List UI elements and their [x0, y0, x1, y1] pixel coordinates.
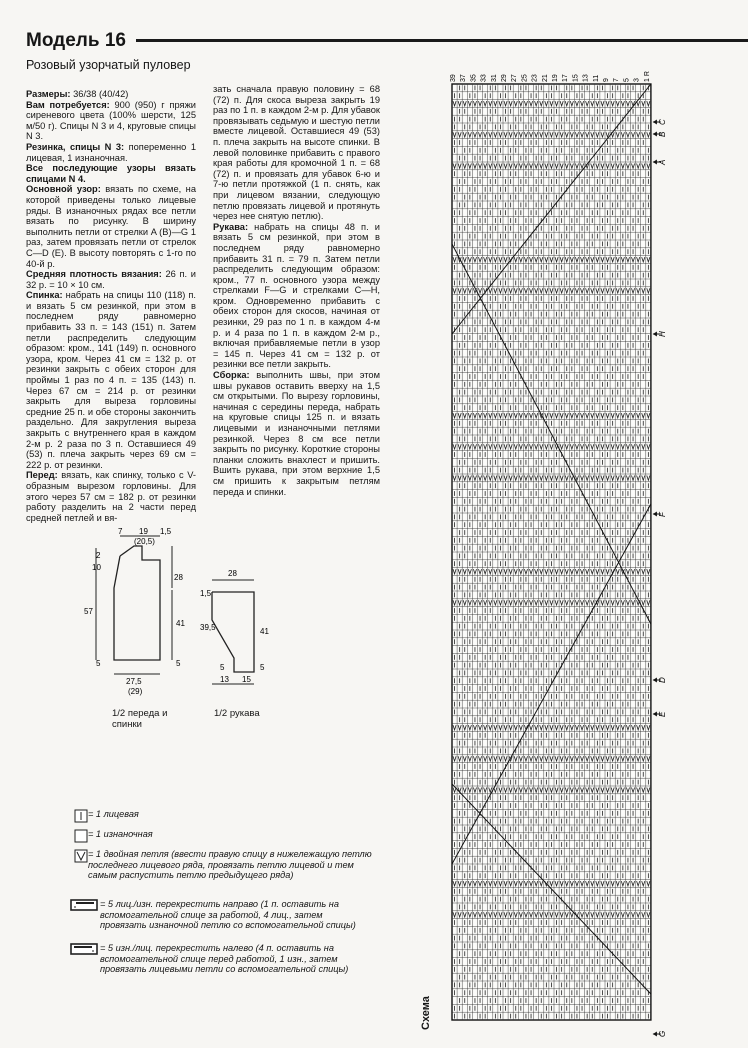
- dim-label: 28: [228, 569, 237, 578]
- paragraph: Средняя плотность вязания: 26 п. и 32 р. = 10 × 10 см.: [26, 269, 196, 290]
- row-number-label: 7: [613, 78, 621, 82]
- dim-label: 7: [118, 527, 123, 536]
- page-header: [18, 30, 748, 52]
- chart-arrow-label: E: [657, 711, 667, 717]
- paragraph: Перед: вязать, как спинку, только с V-образным вырезом горловины. Для этого через 57 см = 182 р. от резинки работу разделить на 2 части перед средней петлей и вя-: [26, 470, 196, 523]
- dim-label: 28: [174, 573, 183, 582]
- paragraph: Рукава: набрать на спицы 48 п. и вязать 5 см резинкой, при этом в последнем ряду равномерно прибавить 31 п. = 79 п. Затем петли распределить следующим образом: кром., 77 п. основного узора между стрелками F—G и стрелками C—H, кром. Одновременно прибавить с обеих сторон для скосов, начиная от резинки, 29 раз по 1 п. в каждом 4-м р. и 4 раза по 1 п. в каждом 2-м р., включая прибавляемые петли в узор = 145 п. Через 41 см = 132 р. от резинки все петли закрыть.: [213, 221, 380, 370]
- chart-label: Схема: [420, 996, 432, 1030]
- cross-right-icon: [70, 899, 98, 911]
- row-number-label: 27: [511, 74, 519, 82]
- paragraph: зать сначала правую половину = 68 (72) п. Для скоса выреза закрыть 19 раз по 1 п. в каждом 2-м р. Для убавок провязывать седьмую и шестую петли вместе лицевой. Оставшиеся 49 (53) п. плеча закрыть на высоте спинки. В левой половинке прибавить с правого края работы для кромочной 1 п. = 68 (72) п. и провязать для убавок 6-ю и 7-ю петли протяжкой (1 п. снять, как при лицевом вязании, следующую петлю провязать лицевой и протянуть через нее снятую петлю).: [213, 84, 380, 222]
- arrow-head: [653, 160, 657, 165]
- dim-label: 41: [176, 619, 185, 628]
- dim-label: 5: [96, 659, 101, 668]
- row-number-label: 19: [552, 74, 559, 82]
- row-number-label: 31: [490, 74, 498, 82]
- dim-label: 27,5: [126, 677, 142, 686]
- dim-label: 41: [260, 627, 269, 636]
- double-stitch-icon: [74, 849, 88, 863]
- paragraph: Основной узор: вязать по схеме, на которой приведены только лицевые ряды. В изнаночных рядах все петли вязать по рисунку. В ширину выполнить петли от стрелки A (B)—G 1 раз, затем провязать петли от стрелок C—D (E). В высоту повторять с 1-го по 40-й р.: [26, 184, 196, 269]
- row-number-label: 25: [521, 74, 529, 82]
- row-number-label: 29: [501, 74, 508, 82]
- chart-arrow-label: C: [657, 119, 667, 125]
- row-number-label: 1 R: [643, 71, 651, 82]
- dim-label: 13: [220, 675, 229, 684]
- row-number-label: 15: [572, 74, 580, 82]
- arrow-head: [653, 332, 657, 337]
- row-number-label: 9: [603, 78, 610, 82]
- cross-left-icon: [70, 943, 98, 955]
- chart-arrow-label: B: [657, 131, 667, 137]
- paragraph: Сборка: выполнить швы, при этом швы рукавов оставить вверху на 1,5 см открытыми. По вырезу горловины, начиная с середины переда, набрать на круговые спицы 125 п. и вязать лицевыми и изнаночными петлями резинкой. Через 8 см все петли закрыть по рисунку. Короткие стороны планки сложить внахлест и пришить. Вшить рукава, при этом верхние 1,5 см пришить к закрытым петлям переда и спинки.: [213, 370, 380, 497]
- dim-label: 19: [139, 527, 148, 536]
- row-number-label: 39: [450, 74, 457, 82]
- arrow-head: [653, 132, 657, 137]
- arrow-head: [653, 678, 657, 683]
- dim-label: (29): [128, 687, 143, 696]
- arrow-head: [653, 712, 657, 717]
- body-diagram-caption: 1/2 переда и спинки: [112, 708, 168, 730]
- row-number-label: 37: [460, 74, 468, 82]
- row-number-label: 33: [480, 74, 488, 82]
- chart-arrow-label: H: [657, 331, 667, 337]
- knitting-chart: [446, 62, 676, 1037]
- paragraph: Размеры: 36/38 (40/42): [26, 89, 129, 99]
- dim-label: 2: [96, 551, 101, 560]
- arrow-head: [653, 120, 657, 125]
- page-title: Модель 16: [26, 30, 126, 51]
- dim-label: 15: [242, 675, 251, 684]
- arrow-head: [653, 512, 657, 517]
- paragraph: Вам потребуется: 900 (950) г пряжи сиреневого цвета (100% шерсти, 125 м/50 г). Спицы N 3 и 4, круговые спицы N 3.: [26, 99, 196, 142]
- instructions-column-1: [26, 89, 196, 523]
- title-rule: [136, 39, 748, 42]
- body-pattern-diagram: [84, 528, 202, 706]
- dim-label: (20,5): [134, 537, 155, 546]
- paragraph: Резинка, спицы N 3: попеременно 1 лицевая, 1 изнаночная.: [26, 141, 196, 163]
- row-number-label: 21: [541, 74, 549, 82]
- knit-stitch-icon: [74, 809, 88, 823]
- row-number-label: 11: [592, 74, 600, 82]
- row-number-label: 3: [633, 78, 641, 82]
- dim-label: 10: [92, 563, 101, 572]
- dim-label: 39,5: [200, 623, 216, 632]
- paragraph: Все последующие узоры вязать спицами N 4.: [26, 163, 196, 184]
- row-number-label: 23: [531, 74, 539, 82]
- row-number-label: 13: [582, 74, 590, 82]
- purl-stitch-icon: [74, 829, 88, 843]
- chart-arrow-label: G: [657, 1030, 667, 1037]
- model-subtitle: Розовый узорчатый пуловер: [26, 58, 191, 72]
- instructions-column-2: [213, 84, 380, 497]
- sleeve-diagram-caption: 1/2 рукава: [214, 708, 260, 719]
- row-number-label: 17: [562, 74, 570, 82]
- dim-label: 5: [260, 663, 265, 672]
- dim-label: 1,5: [200, 589, 212, 598]
- dim-label: 57: [84, 607, 93, 616]
- arrow-head: [653, 1032, 657, 1037]
- paragraph: Спинка: набрать на спицы 110 (118) п. и вязать 5 см резинкой, при этом в последнем ряду равномерно прибавить 33 п. = 143 (151) п. Затем петли распределить следующим образом: кром., 141 (149) п. основного узора, кром. Через 41 см = 132 р. от резинки закрыть с обеих сторон для проймы 1 раз по 4 п. = 135 (143) п. Через 67 см = 214 р. от резинки закрыть для выреза горловины средние 25 п. и обе стороны закончить раздельно. Для закругления выреза закрыть с внутреннего края в каждом 2-м р. 2 раза по 3 п. Оставшиеся 49 (53) п. плеча закрыть через 69 см = 222 р. от резинки.: [26, 290, 196, 470]
- row-number-label: 35: [470, 74, 478, 82]
- sleeve-pattern-diagram: [200, 562, 280, 690]
- dim-label: 5: [176, 659, 181, 668]
- chart-arrow-label: A: [657, 159, 667, 165]
- dim-label: 5: [220, 663, 225, 672]
- chart-arrow-label: F: [657, 512, 667, 517]
- dim-label: 1,5: [160, 527, 172, 536]
- row-number-label: 5: [623, 78, 631, 82]
- chart-arrow-label: D: [657, 677, 667, 683]
